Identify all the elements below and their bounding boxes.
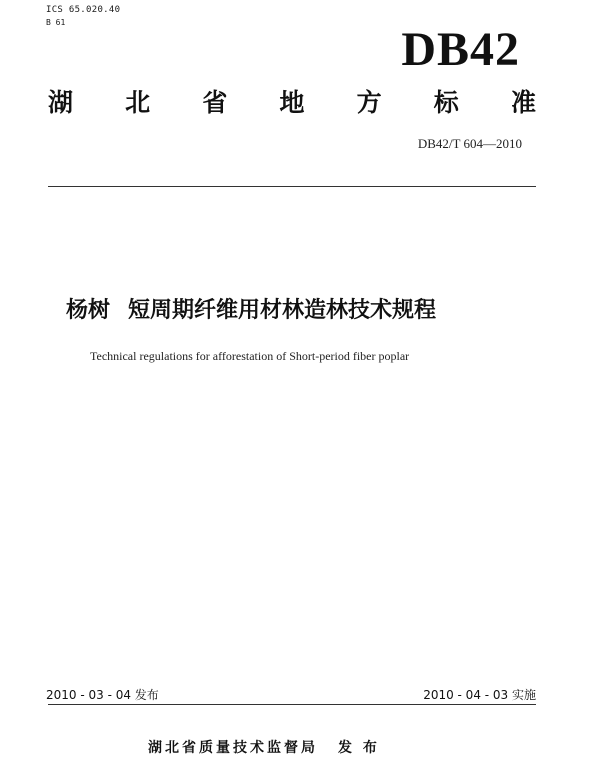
standard-type-char: 湖 xyxy=(48,88,74,117)
standard-type xyxy=(48,86,536,120)
issuer-name: 湖北省质量技术监督局 xyxy=(148,740,318,756)
ics-code: ICS 65.020.40 xyxy=(46,5,121,15)
top-divider xyxy=(48,186,536,187)
standard-number: DB42/T 604—2010 xyxy=(417,136,522,151)
issue-date: 2010 - 03 - 04 发布 xyxy=(46,688,159,702)
bottom-divider xyxy=(48,704,536,705)
title-main: 短周期纤维用材林造林技术规程 xyxy=(128,298,437,323)
standard-type-char: 地 xyxy=(279,88,305,117)
standard-type-char: 准 xyxy=(510,88,536,117)
ccs-code: B 61 xyxy=(46,18,66,27)
standard-type-char: 方 xyxy=(356,88,382,117)
standard-type-char: 北 xyxy=(125,88,151,117)
issuer-action: 发 布 xyxy=(338,740,380,756)
standard-type-char: 标 xyxy=(433,88,459,117)
implementation-date: 2010 - 04 - 03 实施 xyxy=(423,688,536,702)
document-title-cn xyxy=(66,296,436,326)
issuer-line xyxy=(148,738,380,758)
standard-type-char: 省 xyxy=(202,88,228,117)
standard-logo: DB42 xyxy=(401,23,520,76)
document-title-en: Technical regulations for afforestation of Short-period fiber poplar xyxy=(90,349,410,363)
title-prefix: 杨树 xyxy=(66,298,111,323)
